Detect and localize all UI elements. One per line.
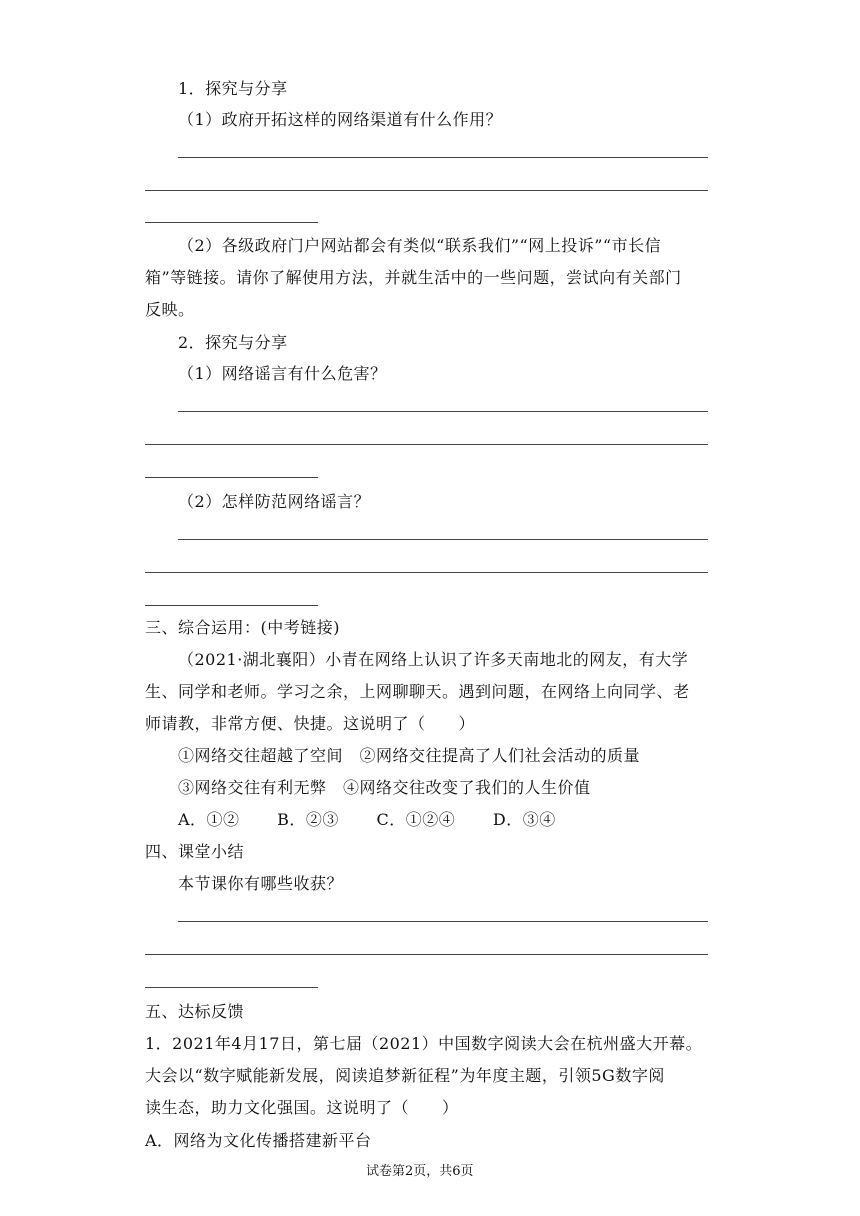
- question-1-2-line-1: （2）各级政府门户网站都会有类似“联系我们”“网上投诉”“市长信: [178, 236, 662, 255]
- answer-line[interactable]: [178, 157, 708, 158]
- part-3-statements-2: ③网络交往有利无弊 ④网络交往改变了我们的人生价值: [178, 778, 591, 797]
- question-2-1: （1）网络谣言有什么危害？: [178, 364, 387, 383]
- answer-line[interactable]: [178, 539, 708, 540]
- part-5-title: 五、达标反馈: [145, 1002, 245, 1021]
- option-a[interactable]: A．①②: [178, 810, 240, 829]
- option-c[interactable]: C．①②④: [376, 810, 456, 829]
- part-3-statements-1: ①网络交往超越了空间 ②网络交往提高了人们社会活动的质量: [178, 746, 641, 765]
- section-2-title: 2．探究与分享: [178, 333, 288, 352]
- part-3-line-3: 师请教，非常方便、快捷。这说明了（ ）: [145, 714, 476, 733]
- option-b[interactable]: B．②③: [277, 810, 339, 829]
- question-1-2-line-2: 箱”等链接。请你了解使用方法，并就生活中的一些问题，尝试向有关部门: [145, 268, 682, 287]
- page-footer: 试卷第2页，共6页: [366, 1164, 474, 1179]
- answer-line[interactable]: [145, 477, 318, 478]
- option-d[interactable]: D．③④: [492, 810, 556, 829]
- part-3-line-2: 生、同学和老师。学习之余，上网聊聊天。遇到问题，在网络上向同学、老: [145, 682, 690, 701]
- part-5-line-1: 1．2021年4月17日，第七届（2021）中国数字阅读大会在杭州盛大开幕。: [145, 1034, 703, 1053]
- answer-line[interactable]: [145, 190, 708, 191]
- answer-line[interactable]: [145, 572, 708, 573]
- part-3-title: 三、综合运用：(中考链接): [145, 618, 340, 637]
- answer-line[interactable]: [145, 222, 318, 223]
- part-3-options: [178, 807, 588, 830]
- section-1-title: 1．探究与分享: [178, 79, 288, 98]
- question-1-2-line-3: 反映。: [145, 300, 195, 319]
- answer-line[interactable]: [145, 954, 708, 955]
- answer-line[interactable]: [178, 411, 708, 412]
- question-2-2: （2）怎样防范网络谣言？: [178, 492, 371, 511]
- answer-line[interactable]: [145, 987, 318, 988]
- part-5-option-a[interactable]: A．网络为文化传播搭建新平台: [145, 1131, 372, 1150]
- part-5-line-2: 大会以“数字赋能新发展，阅读追梦新征程”为年度主题，引领5G数字阅: [145, 1066, 665, 1085]
- part-4-title: 四、课堂小结: [145, 842, 245, 861]
- part-3-line-1: （2021·湖北襄阳）小青在网络上认识了许多天南地北的网友，有大学: [178, 650, 689, 669]
- part-5-line-3: 读生态，助力文化强国。这说明了（ ）: [145, 1098, 459, 1117]
- part-4-question: 本节课你有哪些收获？: [178, 874, 344, 893]
- answer-line[interactable]: [145, 444, 708, 445]
- answer-line[interactable]: [145, 605, 318, 606]
- answer-line[interactable]: [178, 921, 708, 922]
- question-1-1: （1）政府开拓这样的网络渠道有什么作用？: [178, 110, 503, 129]
